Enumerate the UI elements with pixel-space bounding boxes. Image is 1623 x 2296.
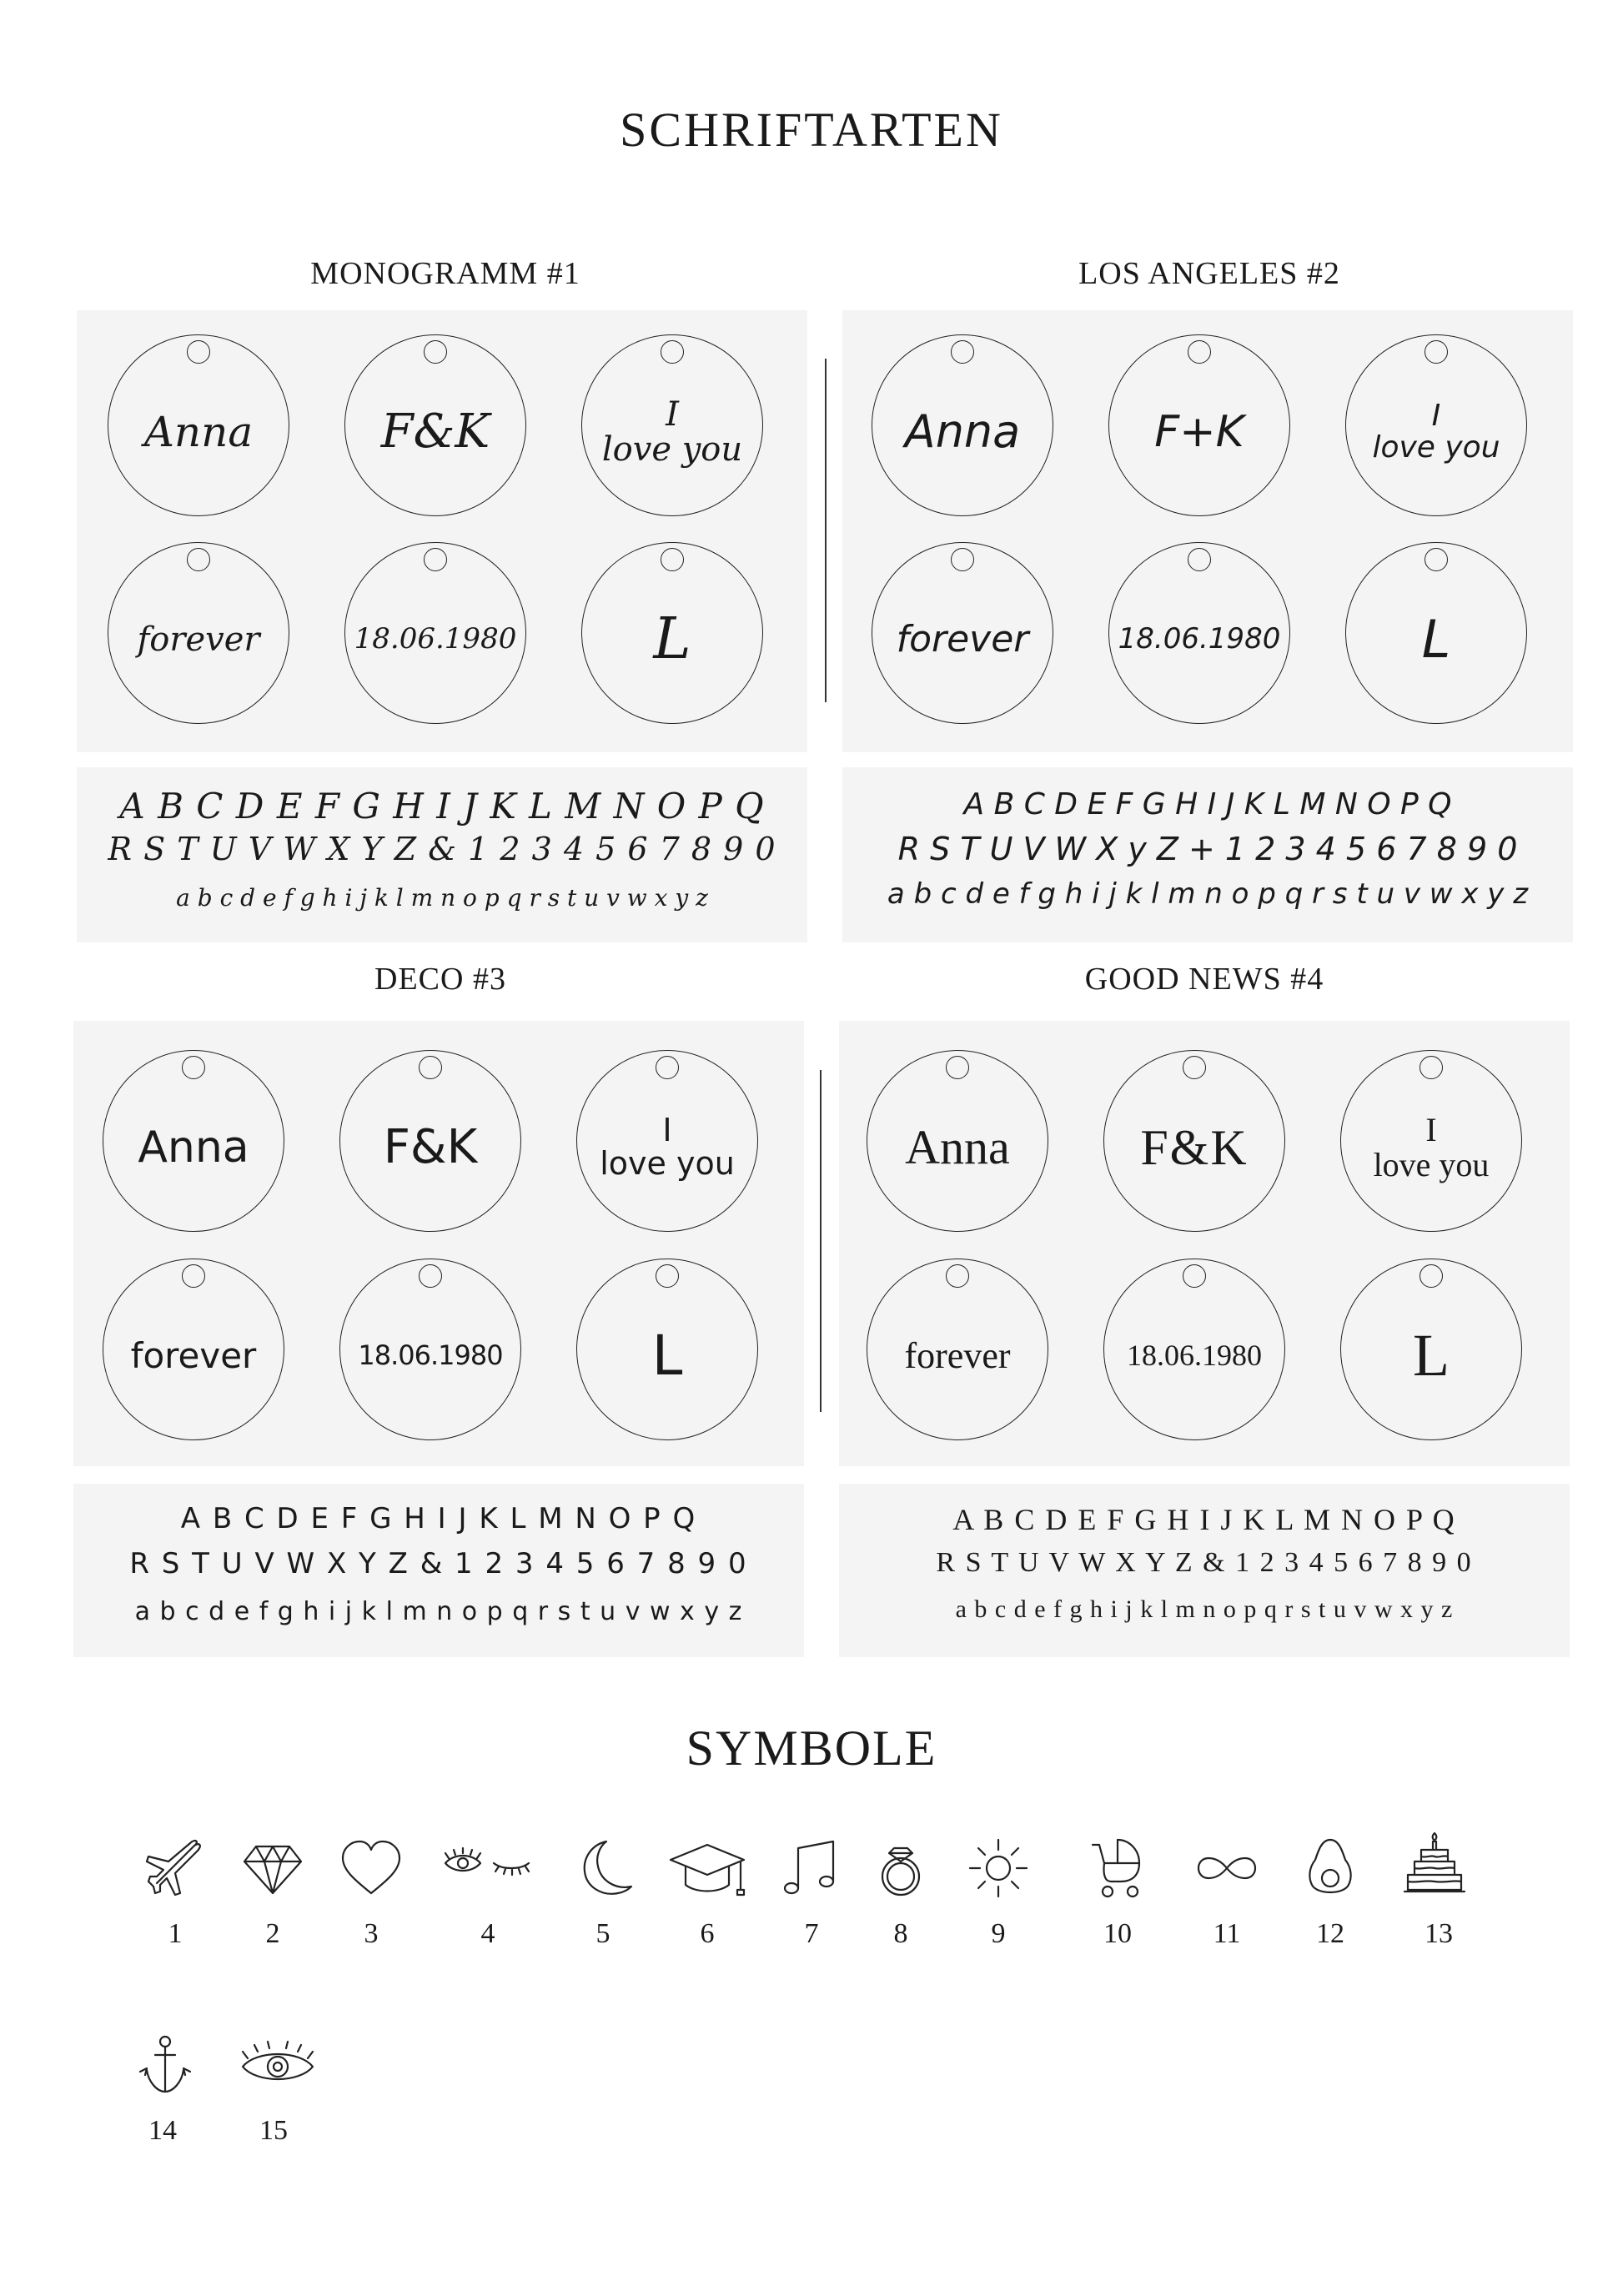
tag-monogramm-fk: F&K — [344, 334, 526, 516]
anchor-icon — [132, 2032, 198, 2098]
symbol-number: 1 — [168, 1918, 183, 1949]
font-title-good-news: GOOD NEWS #4 — [1084, 962, 1324, 997]
symbols-title: SYMBOLE — [686, 1721, 937, 1776]
tag-good-news-fk: F&K — [1103, 1050, 1285, 1232]
alphabet-lowercase-line: a b c d e f g h i j k l m n o p q r s t u v w x y z — [955, 1595, 1454, 1623]
moon-icon — [570, 1835, 636, 1902]
airplane-icon — [142, 1835, 209, 1902]
diamond-icon — [239, 1835, 306, 1902]
tag-good-news-date: 18.06.1980 — [1103, 1259, 1285, 1440]
tag-deco-forever: forever — [103, 1259, 284, 1440]
alphabet-uppercase-line: A B C D E F G H I J K L M N O P Q — [119, 786, 765, 826]
tag-deco-i-love-you: I love you — [576, 1050, 758, 1232]
tag-los-angeles-anna: Anna — [872, 334, 1053, 516]
page-title: SCHRIFTARTEN — [620, 103, 1003, 157]
tag-los-angeles-fk: F+K — [1108, 334, 1290, 516]
tag-monogramm-forever: forever — [108, 542, 289, 724]
tag-good-news-forever: forever — [867, 1259, 1048, 1440]
tag-good-news-l: L — [1340, 1259, 1522, 1440]
cake-icon — [1401, 1825, 1468, 1892]
ring-icon — [867, 1835, 934, 1902]
alphabet-lowercase-line: a b c d e f g h i j k l m n o p q r s t u v w x y z — [134, 1597, 743, 1626]
alphabet-uppercase-digits-line: R S T U V W X y Z + 1 2 3 4 5 6 7 8 9 0 — [897, 831, 1518, 867]
alphabet-panel-deco — [73, 1484, 804, 1657]
symbol-number: 4 — [480, 1918, 495, 1949]
symbol-number: 11 — [1213, 1918, 1241, 1949]
divider — [820, 1070, 822, 1412]
symbol-number: 5 — [595, 1918, 611, 1949]
alphabet-panel-monogramm — [77, 767, 807, 942]
alphabet-uppercase-line: A B C D E F G H I J K L M N O P Q — [963, 787, 1452, 821]
symbol-number: 3 — [364, 1918, 379, 1949]
tag-los-angeles-date: 18.06.1980 — [1108, 542, 1290, 724]
symbol-number: 6 — [700, 1918, 715, 1949]
alphabet-panel-good-news — [839, 1484, 1570, 1657]
tag-monogramm-i-love-you: I love you — [581, 334, 763, 516]
alphabet-uppercase-line: A B C D E F G H I J K L M N O P Q — [180, 1502, 697, 1535]
symbol-number: 8 — [893, 1918, 908, 1949]
tag-deco-date: 18.06.1980 — [339, 1259, 521, 1440]
font-title-los-angeles: LOS ANGELES #2 — [1078, 256, 1340, 291]
tag-los-angeles-i-love-you: I love you — [1345, 334, 1527, 516]
alphabet-uppercase-digits-line: R S T U V W X Y Z & 1 2 3 4 5 6 7 8 9 0 — [129, 1547, 748, 1580]
alphabet-lowercase-line: a b c d e f g h i j k l m n o p q r s t u v w x y z — [176, 884, 708, 912]
tag-deco-fk: F&K — [339, 1050, 521, 1232]
symbol-number: 7 — [804, 1918, 819, 1949]
symbol-number: 15 — [259, 2115, 288, 2146]
tag-good-news-i-love-you: I love you — [1340, 1050, 1522, 1232]
alphabet-uppercase-line: A B C D E F G H I J K L M N O P Q — [952, 1503, 1456, 1536]
symbol-number: 12 — [1316, 1918, 1344, 1949]
eye-icon — [238, 2032, 318, 2098]
alphabet-lowercase-line: a b c d e f g h i j k l m n o p q r s t u v w x y z — [887, 877, 1529, 911]
baby-carriage-icon — [1084, 1835, 1151, 1902]
tag-monogramm-anna: Anna — [108, 334, 289, 516]
sun-icon — [965, 1835, 1032, 1902]
tag-deco-anna: Anna — [103, 1050, 284, 1232]
tag-monogramm-date: 18.06.1980 — [344, 542, 526, 724]
alphabet-panel-los-angeles — [842, 767, 1573, 942]
avocado-icon — [1297, 1835, 1364, 1902]
tag-good-news-anna: Anna — [867, 1050, 1048, 1232]
font-title-monogramm: MONOGRAMM #1 — [310, 256, 580, 291]
music-note-icon — [778, 1835, 845, 1902]
tag-los-angeles-forever: forever — [872, 542, 1053, 724]
tag-los-angeles-l: L — [1345, 542, 1527, 724]
symbol-number: 13 — [1425, 1918, 1453, 1949]
infinity-icon — [1193, 1835, 1260, 1902]
divider — [825, 359, 827, 702]
symbol-number: 2 — [265, 1918, 280, 1949]
eyes-icon — [442, 1835, 534, 1902]
graduation-cap-icon — [667, 1835, 747, 1902]
symbol-number: 14 — [148, 2115, 177, 2146]
font-title-deco: DECO #3 — [374, 962, 506, 997]
alphabet-uppercase-digits-line: R S T U V W X Y Z & 1 2 3 4 5 6 7 8 9 0 — [108, 831, 776, 867]
tag-deco-l: L — [576, 1259, 758, 1440]
tag-monogramm-l: L — [581, 542, 763, 724]
symbol-number: 10 — [1103, 1918, 1132, 1949]
heart-icon — [338, 1835, 404, 1902]
alphabet-uppercase-digits-line: R S T U V W X Y Z & 1 2 3 4 5 6 7 8 9 0 — [936, 1547, 1473, 1578]
symbol-number: 9 — [991, 1918, 1006, 1949]
